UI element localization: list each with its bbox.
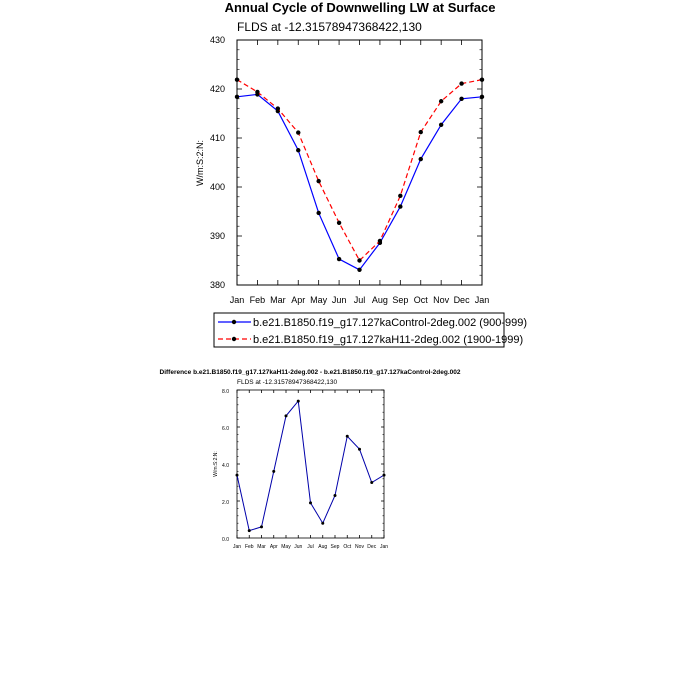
main-x-tick-label: Jun	[331, 295, 347, 305]
difference-x-tick-label: Mar	[257, 544, 266, 550]
main-x-tick-label: Nov	[433, 295, 450, 305]
main-y-tick-label: 390	[209, 231, 225, 241]
difference-chart-y-axis-label: W/m:S:2:N:	[213, 451, 219, 477]
main-chart-plot-area	[237, 40, 482, 285]
difference-x-tick-label: Jun	[294, 544, 303, 550]
difference-data-point-0	[358, 448, 361, 451]
main-data-point-0	[357, 268, 361, 272]
main-y-tick-label: 380	[209, 280, 225, 290]
difference-data-point-0	[346, 435, 349, 438]
difference-y-tick-label: 8.0	[222, 389, 229, 395]
difference-x-tick-label: Nov	[355, 544, 364, 550]
main-data-point-0	[419, 157, 423, 161]
main-x-tick-label: Jan	[229, 295, 245, 305]
difference-chart-series	[236, 400, 386, 532]
main-data-point-1	[378, 239, 382, 243]
main-x-tick-label: Feb	[249, 295, 266, 305]
main-data-point-1	[235, 77, 239, 81]
difference-chart-axes	[222, 389, 388, 550]
main-chart	[195, 0, 527, 347]
difference-y-tick-label: 2.0	[222, 500, 229, 506]
main-series-line-0	[237, 94, 482, 269]
difference-data-point-0	[248, 529, 251, 532]
main-data-point-0	[459, 97, 463, 101]
difference-data-point-0	[334, 494, 337, 497]
main-data-point-1	[316, 179, 320, 183]
main-data-point-0	[337, 257, 341, 261]
difference-chart	[160, 369, 461, 550]
difference-chart-subtitle: FLDS at -12.31578947368422,130	[237, 379, 338, 386]
legend-label-h11: b.e21.B1850.f19_g17.127kaH11-2deg.002 (1900-1999)	[253, 334, 524, 346]
main-data-point-1	[276, 106, 280, 110]
main-data-point-0	[398, 204, 402, 208]
main-chart-y-axis-label: W/m:S:2:N:	[195, 139, 205, 187]
main-chart-subtitle: FLDS at -12.31578947368422,130	[237, 20, 422, 34]
main-data-point-1	[255, 90, 259, 94]
main-data-point-0	[316, 211, 320, 215]
main-data-point-1	[480, 77, 484, 81]
main-y-tick-label: 430	[209, 35, 225, 45]
difference-data-point-0	[285, 414, 288, 417]
main-x-tick-label: May	[310, 295, 328, 305]
difference-chart-plot-area	[237, 390, 384, 538]
difference-series-line-0	[237, 401, 384, 530]
difference-x-tick-label: Feb	[244, 544, 254, 550]
difference-x-tick-label: Sep	[330, 544, 340, 550]
difference-data-point-0	[297, 400, 300, 403]
main-chart-title: Annual Cycle of Downwelling LW at Surface	[224, 0, 496, 15]
main-x-tick-label: Oct	[413, 295, 428, 305]
main-chart-legend	[214, 313, 527, 347]
legend-marker-control	[232, 320, 236, 324]
main-data-point-1	[419, 130, 423, 134]
main-x-tick-label: Dec	[453, 295, 470, 305]
difference-data-point-0	[236, 474, 239, 477]
difference-data-point-0	[309, 501, 312, 504]
main-data-point-1	[337, 221, 341, 225]
difference-data-point-0	[370, 481, 373, 484]
difference-data-point-0	[321, 522, 324, 525]
main-series-line-1	[237, 80, 482, 261]
difference-x-tick-label: Aug	[318, 544, 328, 550]
main-data-point-0	[439, 123, 443, 127]
main-data-point-0	[235, 95, 239, 99]
main-data-point-1	[459, 81, 463, 85]
main-data-point-1	[296, 130, 300, 134]
difference-x-tick-label: Apr	[269, 544, 278, 550]
main-data-point-1	[357, 258, 361, 262]
main-data-point-1	[439, 99, 443, 103]
difference-y-tick-label: 6.0	[222, 426, 229, 432]
difference-x-tick-label: Jan	[379, 544, 389, 550]
difference-data-point-0	[260, 525, 263, 528]
main-x-tick-label: Sep	[392, 295, 409, 305]
main-y-tick-label: 400	[209, 182, 225, 192]
difference-y-tick-label: 4.0	[222, 463, 229, 469]
main-data-point-0	[296, 148, 300, 152]
legend-entry-h11	[218, 334, 523, 346]
difference-y-tick-label: 0.0	[222, 537, 229, 543]
main-y-tick-label: 420	[209, 84, 225, 94]
difference-data-point-0	[272, 470, 275, 473]
main-x-tick-label: Apr	[291, 295, 306, 305]
main-data-point-0	[480, 95, 484, 99]
difference-x-tick-label: Jul	[307, 544, 314, 550]
difference-x-tick-label: May	[281, 544, 291, 550]
legend-marker-h11	[232, 337, 236, 341]
main-chart-series	[235, 77, 484, 272]
difference-chart-title: Difference b.e21.B1850.f19_g17.127kaH11-2deg.002 - b.e21.B1850.f19_g17.127kaControl-2deg.002	[159, 369, 461, 376]
legend-label-control: b.e21.B1850.f19_g17.127kaControl-2deg.002 (900-999)	[253, 317, 527, 329]
main-x-tick-label: Jan	[474, 295, 490, 305]
legend-entry-control	[218, 317, 527, 329]
main-data-point-1	[398, 194, 402, 198]
difference-data-point-0	[383, 474, 386, 477]
main-x-tick-label: Aug	[371, 295, 388, 305]
main-x-tick-label: Mar	[270, 295, 286, 305]
difference-x-tick-label: Jan	[232, 544, 242, 550]
difference-x-tick-label: Oct	[343, 544, 352, 550]
difference-x-tick-label: Dec	[367, 544, 377, 550]
main-x-tick-label: Jul	[353, 295, 366, 305]
main-y-tick-label: 410	[209, 133, 225, 143]
